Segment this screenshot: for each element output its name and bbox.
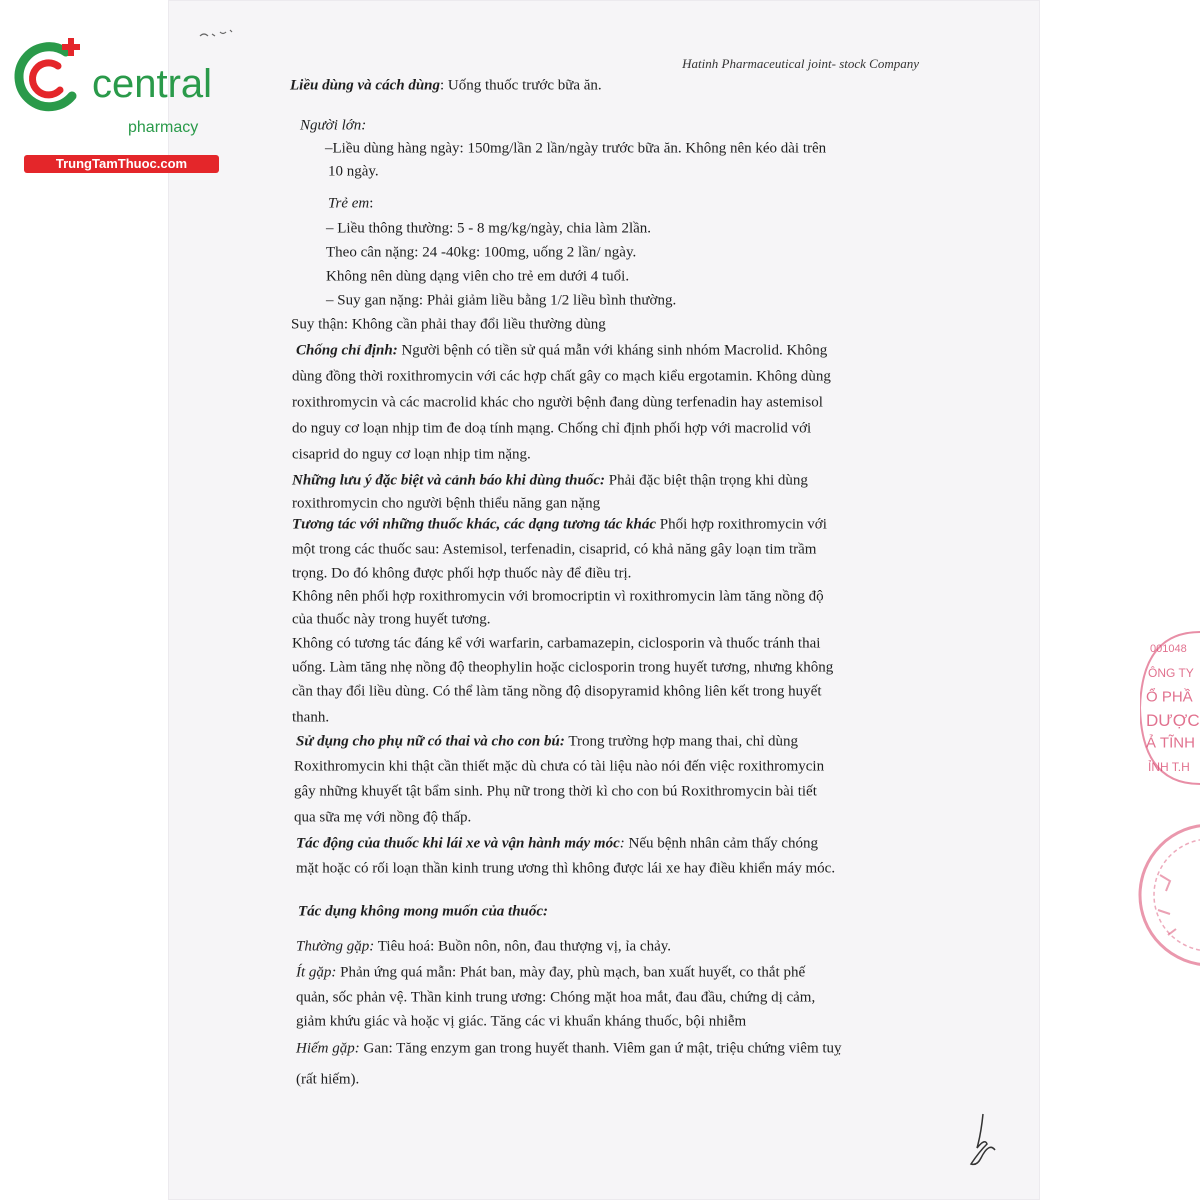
text-line: 10 ngày. [328,163,379,180]
text-line: Roxithromycin khi thật cần thiết mặc dù chưa có tài liệu nào nói đến việc roxithromycin [294,758,825,775]
text-line: Thường gặp: Tiêu hoá: Buồn nôn, nôn, đau thượng vị, ỉa chảy. [296,938,672,955]
text-line: – Suy gan nặng: Phải giảm liều bằng 1/2 liều bình thường. [326,292,677,309]
text-line: cisaprid do nguy cơ loạn nhịp tim nặng. [292,446,531,463]
subheading-adults: Người lớn: [300,117,367,134]
text-line: giảm khứu giác và hoặc vị giác. Tăng các vi khuẩn kháng thuốc, bội nhiễm [296,1013,747,1030]
text-line: cần thay đổi liều dùng. Có thể làm tăng nồng độ disopyramid không liên kết trong huyết [292,683,822,700]
subheading-common: Thường gặp: [296,938,375,955]
text-line: Ít gặp: Phản ứng quá mẫn: Phát ban, mày đay, phù mạch, ban xuất huyết, co thắt phế [296,964,806,981]
text-line: Không nên dùng dạng viên cho trẻ em dưới 4 tuổi. [326,268,630,285]
stamp-text: Ả TĨNH [1146,734,1195,752]
stamp-text: ỈNH T.H [1148,760,1190,774]
text-line: roxithromycin cho người bệnh thiểu năng gan nặng [292,495,601,512]
section-heading-driving: Tác động của thuốc khi lái xe và vận hành máy móc [296,835,620,852]
text-line: uống. Làm tăng nhẹ nồng độ theophylin hoặc ciclosporin trong huyết tương, nhưng không [292,659,834,676]
subheading-uncommon: Ít gặp: [296,964,337,981]
text-line: của thuốc này trong huyết tương. [292,611,491,628]
section-heading-warnings: Những lưu ý đặc biệt và cảnh báo khi dùng thuốc: [292,472,606,489]
text-line: Hiếm gặp: Gan: Tăng enzym gan trong huyết thanh. Viêm gan ứ mật, triệu chứng viêm tuỵ [296,1040,842,1057]
text-line: Tương tác với những thuốc khác, các dạng tương tác khác Phối hợp roxithromycin với [292,516,827,533]
round-seal-icon [1130,815,1200,975]
subheading-children: Trẻ em [328,195,370,212]
text-line: Không có tương tác đáng kể với warfarin, carbamazepin, ciclosporin và thuốc tránh thai [292,635,821,652]
signature-icon [965,1110,1001,1170]
stamp-text: ÔNG TY [1148,666,1194,680]
company-stamp [1140,628,1200,788]
text-line: quản, sốc phản vệ. Thần kinh trung ương: Chóng mặt hoa mắt, đau đầu, chứng dị cảm, [296,989,816,1006]
text-line: Sử dụng cho phụ nữ có thai và cho con bú: Trong trường hợp mang thai, chỉ dùng [296,733,799,750]
brand-subtitle: pharmacy [128,119,199,136]
brand-url[interactable]: TrungTamThuoc.com [24,155,219,173]
text-line: Những lưu ý đặc biệt và cảnh báo khi dùng thuốc: Phải đặc biệt thận trọng khi dùng [292,472,808,489]
text-line: dùng đồng thời roxithromycin với các hợp chất gây co mạch kiểu ergotamin. Không dùng [292,368,831,385]
text-line: một trong các thuốc sau: Astemisol, terfenadin, cisaprid, có khả năng gây loạn tim trầm [292,541,817,558]
text-line: Không nên phối hợp roxithromycin với bromocriptin vì roxithromycin làm tăng nồng độ [292,588,824,605]
subheading-rare: Hiếm gặp: [296,1040,360,1057]
header-company: Hatinh Pharmaceutical joint- stock Company [682,56,919,71]
brand-name: central [92,62,213,106]
text-line: roxithromycin và các macrolid khác cho người bệnh đang dùng terfenadin hay astemisol [292,394,823,411]
section-heading-contraindications: Chống chỉ định: [296,342,398,359]
text-line: thanh. [292,709,330,726]
text-line: Suy thận: Không cần phải thay đổi liều thường dùng [291,316,606,333]
section-heading-interactions: Tương tác với những thuốc khác, các dạng tương tác khác [292,516,657,533]
text-line: Tác động của thuốc khi lái xe và vận hành máy móc: Nếu bệnh nhân cảm thấy chóng [296,835,819,852]
text-line: Chống chỉ định: Người bệnh có tiền sử quá mẫn với kháng sinh nhóm Macrolid. Không [296,342,828,359]
text-line: Liều dùng và cách dùng: Uống thuốc trước bữa ăn. [290,77,602,94]
text-line: Theo cân nặng: 24 -40kg: 100mg, uống 2 lần/ ngày. [326,244,637,261]
stamp-text: DƯỢC [1146,711,1200,730]
stamp-text: 001048 [1150,643,1187,655]
text-line: Trẻ em: [328,195,374,212]
section-heading-dosage: Liều dùng và cách dùng [290,77,441,94]
section-heading-pregnancy: Sử dụng cho phụ nữ có thai và cho con bú: [296,733,565,750]
text-line: –Liều dùng hàng ngày: 150mg/lần 2 lần/ngày trước bữa ăn. Không nên kéo dài trên [325,140,827,157]
text-line: – Liều thông thường: 5 - 8 mg/kg/ngày, chia làm 2lần. [326,220,652,237]
brand-mark-icon [10,38,90,118]
text-line: gây những khuyết tật bẩm sinh. Phụ nữ trong thời kì cho con bú Roxithromycin bài tiết [294,783,817,800]
brand-logo[interactable] [10,38,215,171]
text-line: trọng. Do đó không được phối hợp thuốc này để điều trị. [292,565,632,582]
text-line: do nguy cơ loạn nhịp tim đe doạ tính mạng. Chống chỉ định phối hợp với macrolid với [292,420,812,437]
text-line: qua sữa mẹ với nồng độ thấp. [294,809,472,826]
text-line: (rất hiếm). [296,1071,360,1088]
section-heading-side-effects: Tác dụng không mong muốn của thuốc: [298,903,549,920]
stamp-text: Ổ PHẦ [1146,688,1193,706]
text-line: mặt hoặc có rối loạn thần kinh trung ương thì không được lái xe hay điều khiển máy móc. [296,860,836,877]
text-line [300,119,366,134]
